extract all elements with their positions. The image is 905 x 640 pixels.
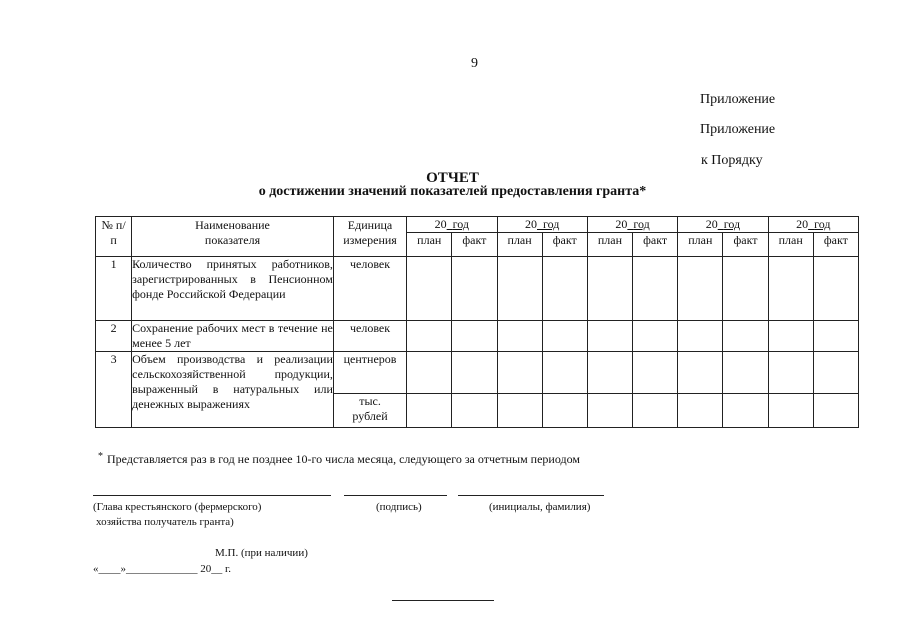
value-cell[interactable] [587,394,632,428]
stamp-label: М.П. (при наличии) [215,547,308,559]
row-number: 2 [96,321,132,352]
value-cell[interactable] [542,352,587,394]
header-year-1 [407,217,497,233]
header-plan: план [768,233,813,257]
value-cell[interactable] [768,352,813,394]
value-cell[interactable] [768,394,813,428]
signature-label: (подпись) [376,501,422,513]
value-cell[interactable] [497,321,542,352]
report-title: ОТЧЕТ [426,170,479,186]
date-line[interactable]: «____»_____________ 20__ г. [93,563,232,575]
unit-cell: тыс. рублей [333,394,406,428]
unit-cell: человек [333,257,406,321]
year-prefix: 20 [525,217,537,231]
value-cell[interactable] [452,394,497,428]
value-cell[interactable] [678,352,723,394]
initials-label: (инициалы, фамилия) [489,501,591,513]
footnote-mark: * [98,451,103,462]
year-suffix: год [633,217,650,231]
header-unit: Единица измерения [333,217,406,257]
value-cell[interactable] [542,257,587,321]
unit-cell: человек [333,321,406,352]
value-cell[interactable] [587,352,632,394]
bottom-divider [392,600,494,601]
value-cell[interactable] [813,321,858,352]
header-plan: план [678,233,723,257]
value-cell[interactable] [542,394,587,428]
report-table [95,216,859,428]
header-fact: факт [452,233,497,257]
header-fact: факт [542,233,587,257]
value-cell[interactable] [633,394,678,428]
value-cell[interactable] [497,352,542,394]
indicator-name: Объем производства и реализации сельскохозяйственной продукции, выраженный в натуральных или денежных выражениях [132,352,334,428]
table-row [96,352,859,394]
appendix-label-1: Приложение [700,92,776,107]
header-fact: факт [633,233,678,257]
header-year-5 [768,217,858,233]
value-cell[interactable] [813,394,858,428]
value-cell[interactable] [768,257,813,321]
table-row [96,321,859,352]
header-fact: факт [723,233,768,257]
header-plan: план [497,233,542,257]
year-prefix: 20 [615,217,628,231]
value-cell[interactable] [813,257,858,321]
value-cell[interactable] [407,257,452,321]
header-num: № п/п [96,217,132,257]
head-label-line2: хозяйства получатель гранта) [96,516,234,528]
value-cell[interactable] [678,394,723,428]
value-cell[interactable] [407,321,452,352]
value-cell[interactable] [452,257,497,321]
head-signature-line[interactable] [93,495,331,496]
year-suffix: год [814,217,831,231]
footnote-text: Представляется раз в год не позднее 10-го числа месяца, следующего за отчетным периодом [107,452,580,466]
header-fact: факт [813,233,858,257]
value-cell[interactable] [678,257,723,321]
header-year-2 [497,217,587,233]
indicator-name: Сохранение рабочих мест в течение не менее 5 лет [132,321,333,350]
table-row [96,257,859,321]
report-subtitle: о достижении значений показателей предоставления гранта* [258,184,647,199]
header-name: Наименование показателя [132,217,334,257]
value-cell[interactable] [723,352,768,394]
year-suffix: год [723,217,741,231]
value-cell[interactable] [633,257,678,321]
value-cell[interactable] [452,352,497,394]
value-cell[interactable] [587,257,632,321]
value-cell[interactable] [633,321,678,352]
year-suffix: год [452,217,470,231]
initials-line[interactable] [458,495,604,496]
year-prefix: 20 [434,217,447,231]
indicator-name: Количество принятых работников, зарегистрированных в Пенсионном фонде Российской Федерации [132,257,334,321]
year-prefix: 20 [796,217,809,231]
value-cell[interactable] [678,321,723,352]
value-cell[interactable] [542,321,587,352]
year-prefix: 20 [705,217,718,231]
value-cell[interactable] [723,394,768,428]
value-cell[interactable] [497,394,542,428]
header-plan: план [407,233,452,257]
value-cell[interactable] [813,352,858,394]
header-year-3 [587,217,677,233]
header-plan: план [587,233,632,257]
signature-line[interactable] [344,495,447,496]
unit-cell: центнеров [333,352,406,394]
head-label-line1: (Глава крестьянского (фермерского) [93,501,262,513]
value-cell[interactable] [768,321,813,352]
row-number: 3 [96,352,132,428]
appendix-label-2: Приложение [700,122,776,137]
footnote [98,452,580,467]
value-cell[interactable] [723,321,768,352]
value-cell[interactable] [452,321,497,352]
header-row-years [96,217,859,233]
row-number: 1 [96,257,132,321]
value-cell[interactable] [587,321,632,352]
appendix-order-label: к Порядку [701,153,763,168]
header-year-4 [678,217,768,233]
value-cell[interactable] [633,352,678,394]
value-cell[interactable] [497,257,542,321]
value-cell[interactable] [407,352,452,394]
value-cell[interactable] [407,394,452,428]
page-number: 9 [471,56,478,71]
value-cell[interactable] [723,257,768,321]
year-suffix: год [543,217,560,231]
